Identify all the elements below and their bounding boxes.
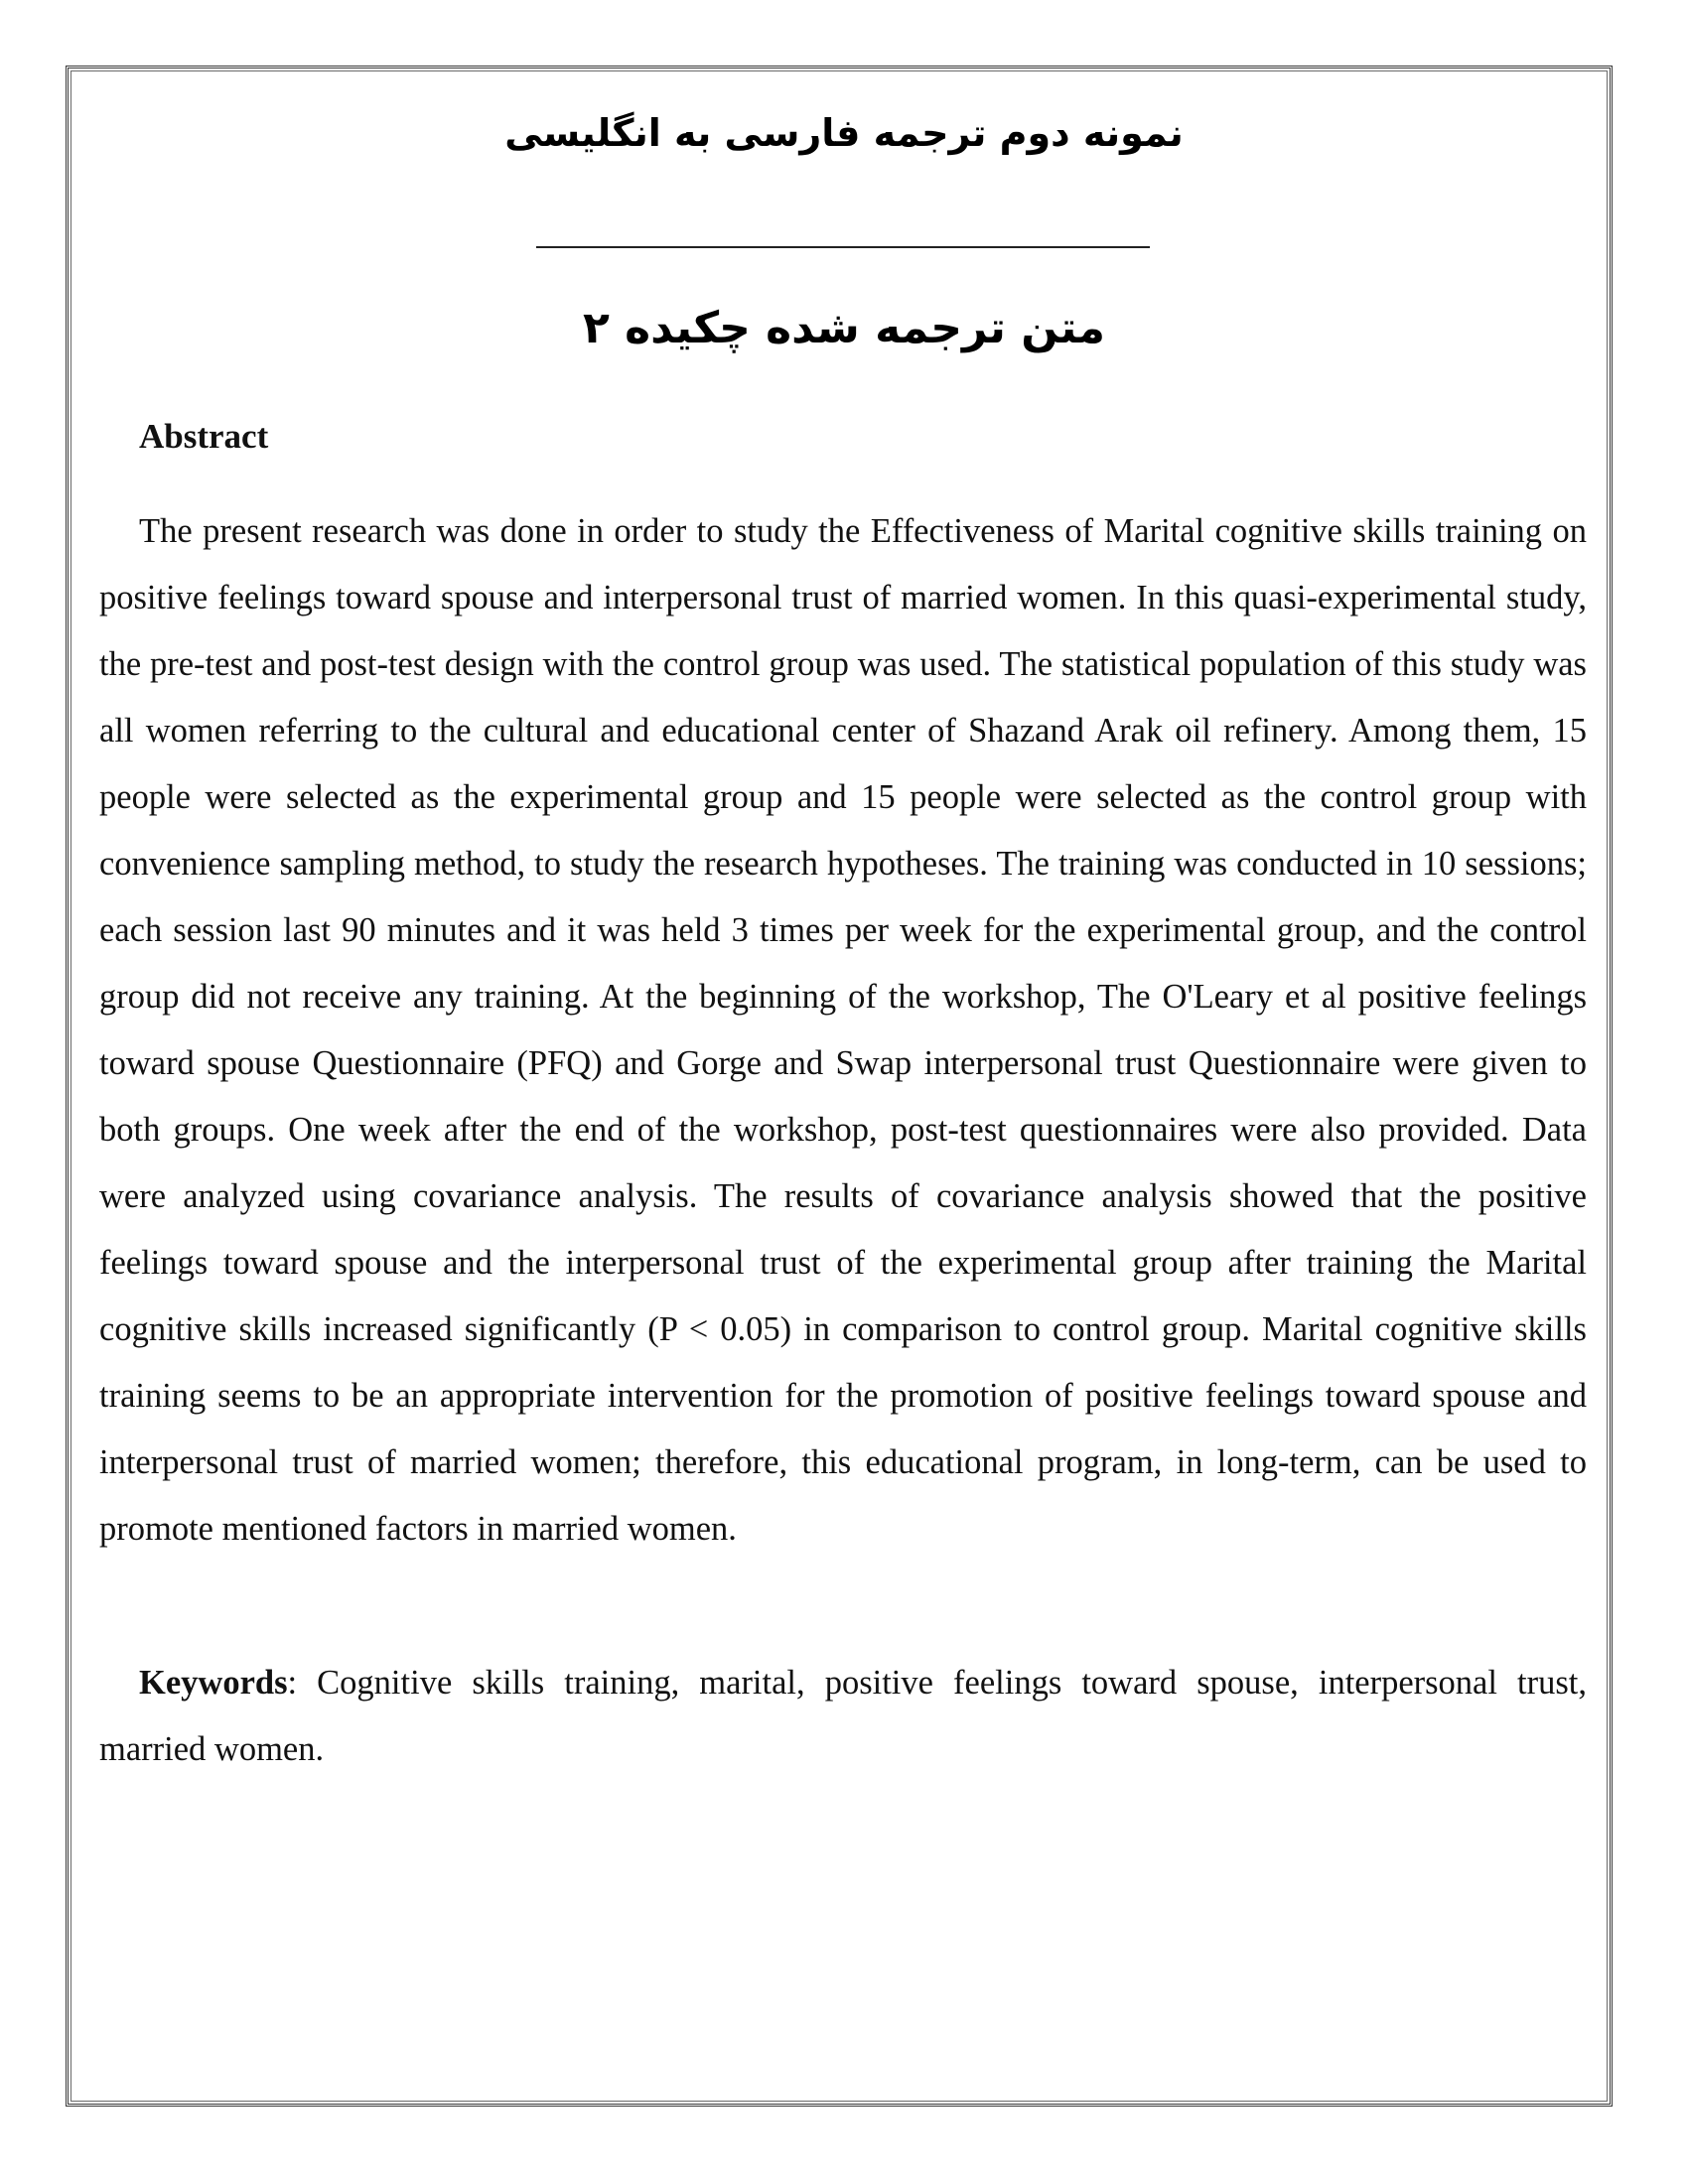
section-heading-persian: متن ترجمه شده چکیده ۲ [582,303,1106,353]
keywords-label: Keywords [139,1664,288,1702]
keywords-paragraph [99,1650,1587,1783]
abstract-paragraph: The present research was done in order to study the Effectiveness of Marital cognitive skills training on positive feelings toward spouse and interpersonal trust of married women. In this quasi-experimental study, the pre-test and post-test design with the control group was used. The statistical population of this study was all women referring to the cultural and educational center of Shazand Arak oil refinery. Among them, 15 people were selected as the experimental group and 15 people were selected as the control group with convenience sampling method, to study the research hypotheses. The training was conducted in 10 sessions; each session last 90 minutes and it was held 3 times per week for the experimental group, and the control group did not receive any training. At the beginning of the workshop, The O'Leary et al positive feelings toward spouse Questionnaire (PFQ) and Gorge and Swap interpersonal trust Questionnaire were given to both groups. One week after the end of the workshop, post-test questionnaires were also provided. Data were analyzed using covariance analysis. The results of covariance analysis showed that the positive feelings toward spouse and the interpersonal trust of the experimental group after training the Marital cognitive skills increased significantly (P < 0.05) in comparison to control group. Marital cognitive skills training seems to be an appropriate intervention for the promotion of positive feelings toward spouse and interpersonal trust of married women; therefore, this educational program, in long-term, can be used to promote mentioned factors in married women. [99,512,1587,1548]
document-title-persian: نمونه دوم ترجمه فارسی به انگلیسی [504,111,1184,155]
keywords-list: : Cognitive skills training, marital, positive feelings toward spouse, interpersonal trust, married women. [99,1664,1587,1768]
abstract-heading: Abstract [139,417,269,456]
title-divider [536,246,1150,248]
